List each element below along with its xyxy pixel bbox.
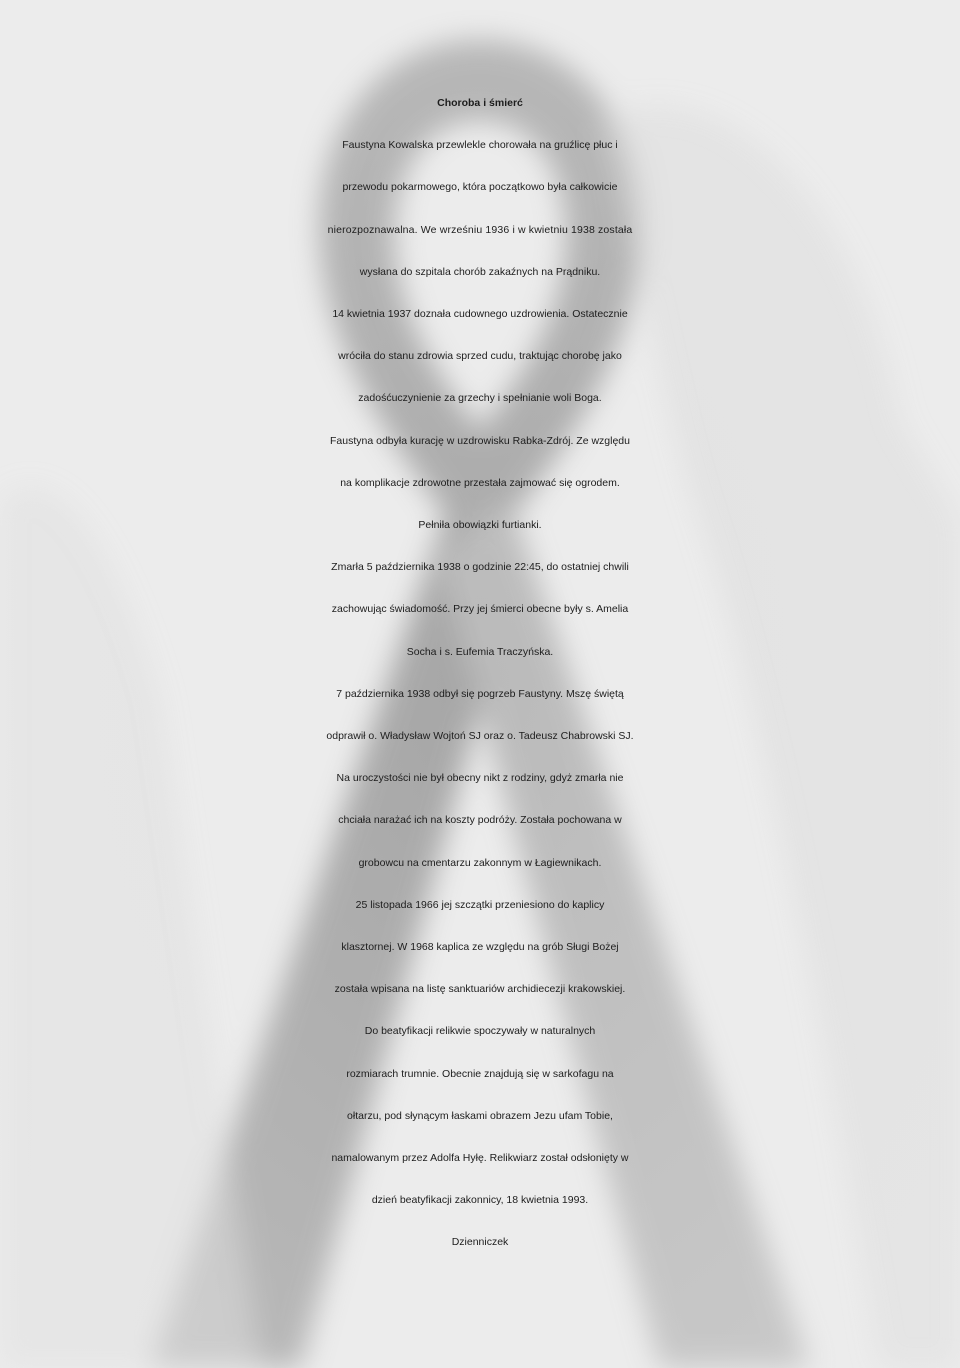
text-line-22: Do beatyfikacji relikwie spoczywały w naturalnych: [364, 1025, 596, 1038]
text-line-11: Zmarła 5 października 1938 o godzinie 22:45, do ostatniej chwili: [331, 561, 629, 574]
text-line-4: wysłana do szpitala chorób zakaźnych na Prądniku.: [359, 265, 601, 278]
text-line-1: Faustyna Kowalska przewlekle chorowała na gruźlicę płuc i: [342, 139, 618, 152]
text-line-10: Pełniła obowiązki furtianki.: [418, 519, 542, 532]
text-line-16: Na uroczystości nie był obecny nikt z rodziny, gdyż zmarła nie: [336, 772, 624, 785]
text-line-13: Socha i s. Eufemia Traczyńska.: [406, 645, 554, 658]
text-line-21: została wpisana na listę sanktuariów archidiecezji krakowskiej.: [334, 983, 626, 996]
document-body: [0, 82, 960, 1264]
document-title: Choroba i śmierć: [437, 97, 523, 109]
text-line-8: Faustyna odbyła kurację w uzdrowisku Rabka-Zdrój. Ze względu: [330, 434, 630, 447]
text-line-19: 25 listopada 1966 jej szczątki przeniesiono do kaplicy: [355, 898, 605, 911]
text-line-18: grobowcu na cmentarzu zakonnym w Łagiewnikach.: [358, 856, 602, 869]
text-line-17: chciała narażać ich na koszty podróży. Została pochowana w: [338, 814, 622, 827]
text-line-20: klasztornej. W 1968 kaplica ze względu na grób Sługi Bożej: [341, 941, 619, 954]
text-line-3: nierozpoznawalna. We wrześniu 1936 i w kwietniu 1938 została: [327, 223, 633, 236]
document-source: Dzienniczek: [451, 1236, 509, 1249]
text-line-24: ołtarzu, pod słynącym łaskami obrazem Jezu ufam Tobie,: [347, 1109, 613, 1122]
text-line-25: namalowanym przez Adolfa Hyłę. Relikwiarz został odsłonięty w: [331, 1152, 629, 1165]
text-line-14: 7 października 1938 odbył się pogrzeb Faustyny. Mszę świętą: [336, 687, 624, 700]
text-line-15: odprawił o. Władysław Wojtoń SJ oraz o. Tadeusz Chabrowski SJ.: [326, 730, 634, 743]
text-line-2: przewodu pokarmowego, która początkowo była całkowicie: [342, 181, 618, 194]
text-line-26: dzień beatyfikacji zakonnicy, 18 kwietnia 1993.: [371, 1194, 589, 1207]
text-line-5: 14 kwietnia 1937 doznała cudownego uzdrowienia. Ostatecznie: [332, 308, 628, 321]
text-line-9: na komplikacje zdrowotne przestała zajmować się ogrodem.: [340, 476, 620, 489]
text-line-23: rozmiarach trumnie. Obecnie znajdują się w sarkofagu na: [346, 1067, 614, 1080]
text-line-6: wróciła do stanu zdrowia sprzed cudu, traktując chorobę jako: [338, 350, 622, 363]
text-line-12: zachowując świadomość. Przy jej śmierci obecne były s. Amelia: [331, 603, 629, 616]
text-line-7: zadośćuczynienie za grzechy i spełnianie woli Boga.: [358, 392, 602, 405]
